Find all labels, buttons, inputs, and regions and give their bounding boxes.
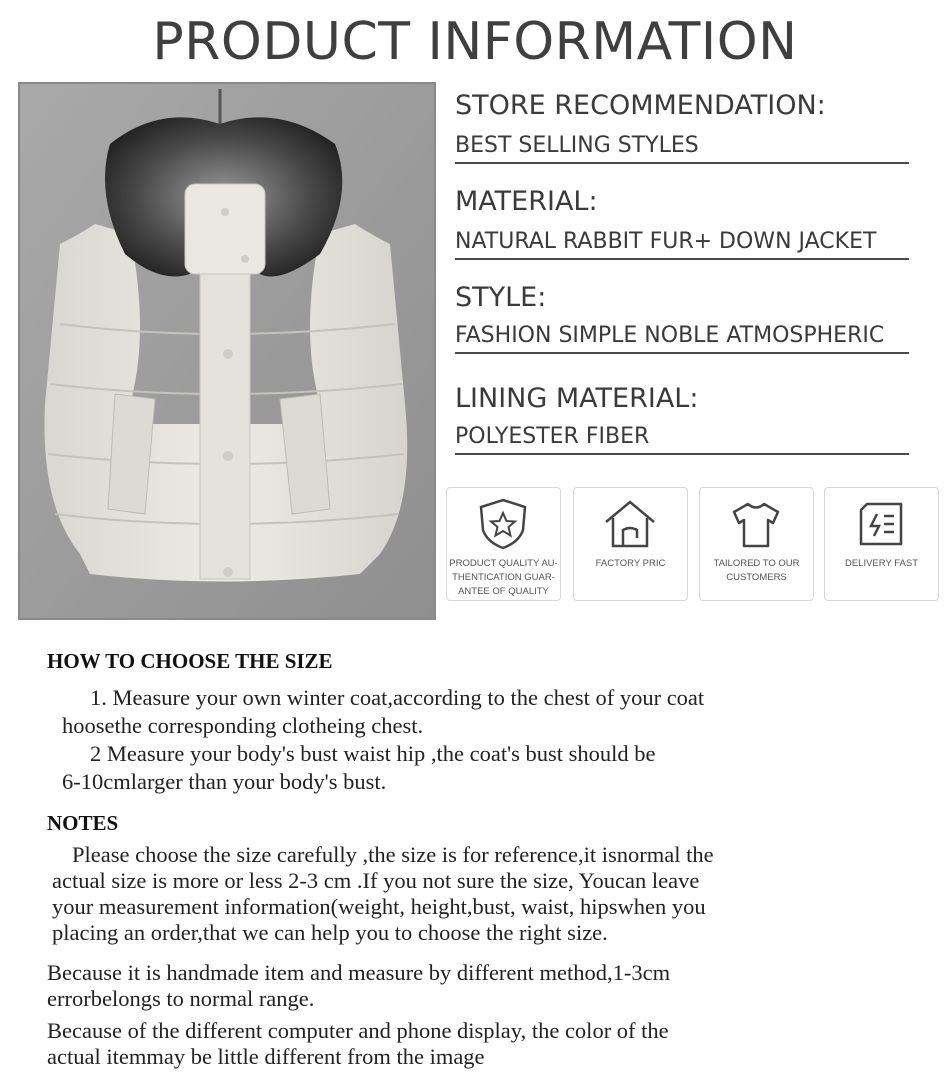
badge-label [702,557,811,585]
notes-heading: NOTES [47,811,119,835]
info-label: STYLE: [455,282,547,313]
house-icon [602,496,658,552]
info-value: POLYESTER FIBER [455,424,650,449]
handmade-note [47,960,927,1012]
badge-line: PRODUCT QUALITY AU- [449,558,558,569]
text-line: 1. Measure your own winter coat,according to the chest of your coat [90,685,705,710]
tshirt-icon [728,496,784,552]
text-line: 2 Measure your body's bust waist hip ,the coat's bust should be [90,741,656,766]
text-line: actual size is more or less 2-3 cm .If you not sure the size, Youcan leave [52,868,700,893]
info-value: FASHION SIMPLE NOBLE ATMOSPHERIC [455,323,885,348]
text-line: Please choose the size carefully ,the size is for reference,it isnormal the [72,842,714,867]
text-line: Because of the different computer and phone display, the color of the [47,1018,669,1043]
text-line: your measurement information(weight, height,bust, waist, hipswhen you [52,894,706,919]
badge-delivery [824,487,939,601]
page-title: PRODUCT INFORMATION [152,12,798,72]
text-line: Because it is handmade item and measure by different method,1-3cm [47,960,671,985]
size-guide-heading: HOW TO CHOOSE THE SIZE [47,649,333,673]
info-label: STORE RECOMMENDATION: [455,90,826,121]
badge-label [576,557,685,571]
info-material [455,186,909,260]
info-value: NATURAL RABBIT FUR+ DOWN JACKET [455,229,877,254]
size-guide-text [62,684,932,796]
display-note [47,1018,927,1070]
text-line: placing an order,that we can help you to choose the right size. [52,920,608,945]
delivery-icon [853,496,909,552]
badge-factory [573,487,688,601]
shield-star-icon [475,496,531,552]
badge-line: CUSTOMERS [726,572,787,583]
divider [455,453,909,455]
badge-line: FACTORY PRIC [595,558,666,569]
info-label: MATERIAL: [455,186,598,217]
badge-tailored [699,487,814,601]
info-style [455,282,909,354]
badge-line: THENTICATION GUAR- [452,572,555,583]
text-line: hoosethe corresponding clotheing chest. [62,713,424,738]
info-value: BEST SELLING STYLES [455,133,699,158]
badge-label [827,557,936,571]
info-store-recommendation [455,90,909,164]
divider [455,162,909,164]
badge-line: TAILORED TO OUR [713,558,800,569]
divider [455,258,909,260]
info-label: LINING MATERIAL: [455,383,699,414]
text-line: actual itemmay be little different from the image [47,1044,485,1069]
text-line: 6-10cmlarger than your body's bust. [62,769,387,794]
badge-line: ANTEE OF QUALITY [458,586,549,597]
divider [455,352,909,354]
badge-quality [446,487,561,601]
text-line: errorbelongs to normal range. [47,986,315,1011]
notes-paragraph [52,842,932,946]
badge-line: DELIVERY FAST [844,558,919,569]
info-lining-material [455,383,909,455]
badge-label [449,557,558,599]
product-photo [18,82,436,620]
